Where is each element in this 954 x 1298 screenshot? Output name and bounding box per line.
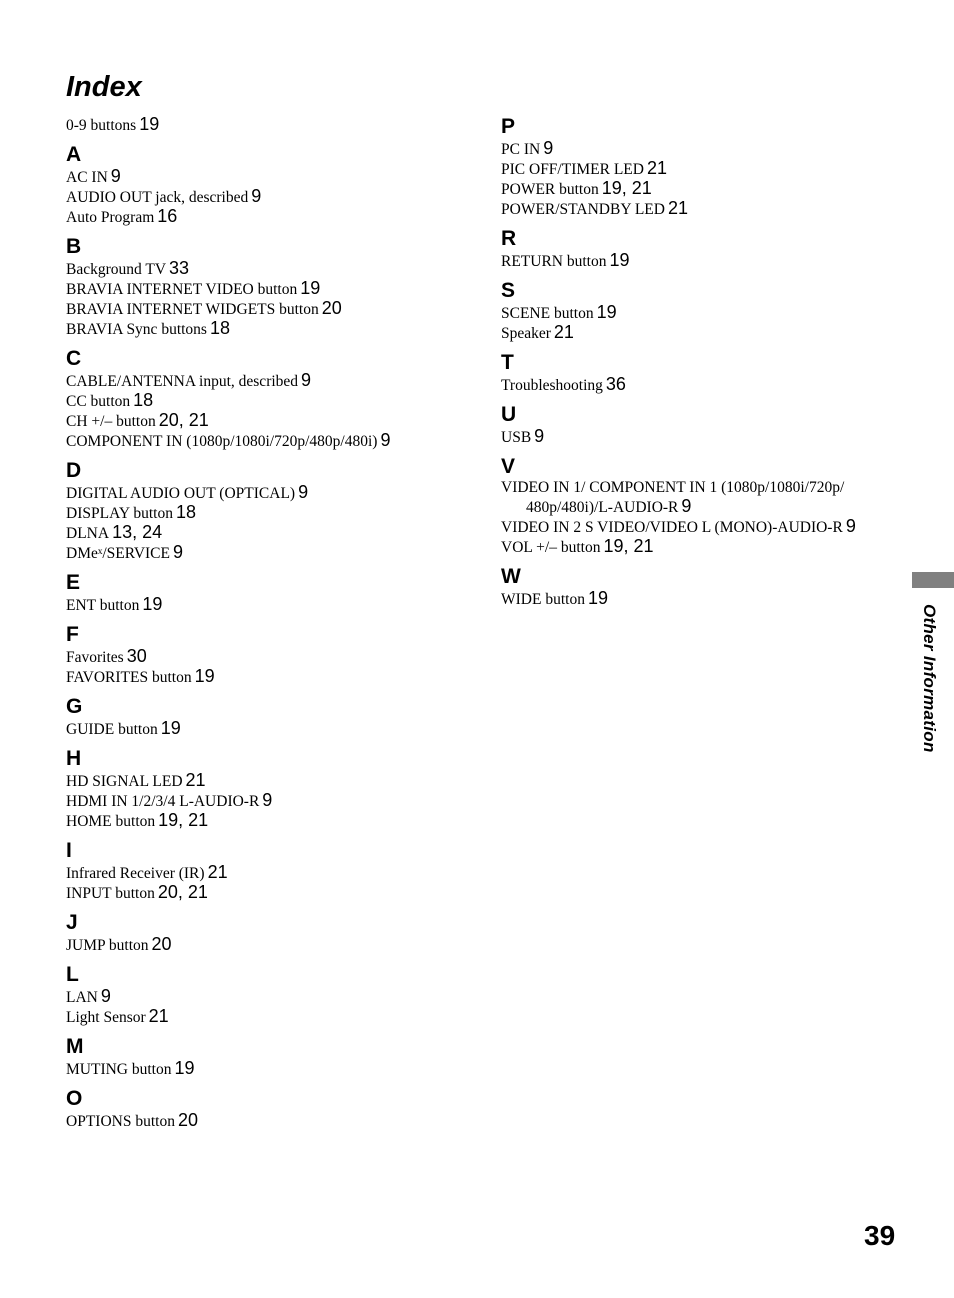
index-entry-text: AC IN xyxy=(66,169,108,186)
index-letter-heading: O xyxy=(66,1087,83,1110)
index-group xyxy=(501,227,901,271)
index-entry-pages: 20 xyxy=(321,298,342,318)
index-entry-pages: 21 xyxy=(553,322,574,342)
index-entry-text: DMeˣ/SERVICE xyxy=(66,545,170,562)
index-entry-pages: 9 xyxy=(845,516,856,536)
index-entry-pages: 36 xyxy=(605,374,626,394)
index-group xyxy=(501,455,901,557)
index-entry-pages: 9 xyxy=(301,370,312,390)
index-entry-text: AUDIO OUT jack, described xyxy=(66,189,249,206)
index-entry xyxy=(66,1059,466,1079)
index-entry-text: BRAVIA Sync buttons xyxy=(66,321,207,338)
index-entry-pages: 33 xyxy=(169,258,190,278)
index-entry-pages: 21 xyxy=(667,198,688,218)
index-entry-text: PIC OFF/TIMER LED xyxy=(501,161,644,178)
index-entry-text: BRAVIA INTERNET WIDGETS button xyxy=(66,301,319,318)
index-entry-pages: 9 xyxy=(543,138,554,158)
index-entry xyxy=(66,1111,466,1131)
index-entry-pages: 21 xyxy=(207,862,228,882)
index-entry-text: Light Sensor xyxy=(66,1009,146,1026)
index-entry-text: HOME button xyxy=(66,813,156,830)
index-letter-heading: U xyxy=(501,403,517,426)
index-entry-text: Speaker xyxy=(501,325,551,342)
index-entry-pages: 13, 24 xyxy=(112,522,163,542)
index-entry-pages: 9 xyxy=(380,430,391,450)
index-letter-heading: D xyxy=(66,459,82,482)
index-entry xyxy=(66,371,466,391)
index-letter-heading: J xyxy=(66,911,78,934)
index-entry xyxy=(501,179,901,199)
index-entry xyxy=(66,299,466,319)
index-entry-pages: 18 xyxy=(175,502,196,522)
index-entry-text: VIDEO IN 2 S VIDEO/VIDEO L (MONO)-AUDIO-R xyxy=(501,519,843,536)
index-group xyxy=(501,279,901,343)
index-entry-text: JUMP button xyxy=(66,937,149,954)
index-entry xyxy=(501,159,901,179)
index-entry xyxy=(66,811,466,831)
index-entry-text: HD SIGNAL LED xyxy=(66,773,183,790)
index-entry xyxy=(501,517,901,537)
index-entry xyxy=(501,303,901,323)
index-group xyxy=(66,1087,466,1131)
index-entry-text: DISPLAY button xyxy=(66,505,173,522)
index-entry-text: OPTIONS button xyxy=(66,1113,175,1130)
index-entry-pages: 21 xyxy=(646,158,667,178)
index-entry-text: WIDE button xyxy=(501,591,585,608)
index-entry-pages: 19 xyxy=(609,250,630,270)
index-entry xyxy=(66,647,466,667)
index-group xyxy=(66,747,466,831)
index-group xyxy=(501,351,901,395)
index-entry-pages: 20 xyxy=(177,1110,198,1130)
index-group xyxy=(66,235,466,339)
index-entry-pages: 19 xyxy=(139,114,160,134)
index-entry xyxy=(66,883,466,903)
section-side-label: Other Information xyxy=(920,604,939,753)
index-entry-text: 0-9 buttons xyxy=(66,117,137,134)
index-entry-text: DLNA xyxy=(66,525,110,542)
index-group xyxy=(66,839,466,903)
index-entry xyxy=(66,483,466,503)
index-entry-pages: 19 xyxy=(142,594,163,614)
index-entry-pages: 9 xyxy=(251,186,262,206)
index-entry-pages: 16 xyxy=(157,206,178,226)
index-entry xyxy=(66,115,466,135)
page-title: Index xyxy=(66,71,142,103)
index-entry-text: Troubleshooting xyxy=(501,377,603,394)
index-entry xyxy=(501,479,901,517)
index-entry xyxy=(66,167,466,187)
index-entry xyxy=(501,323,901,343)
index-column-left xyxy=(66,115,466,1131)
index-entry-text: DIGITAL AUDIO OUT (OPTICAL) xyxy=(66,485,296,502)
index-letter-heading: T xyxy=(501,351,514,374)
index-letter-heading: C xyxy=(66,347,82,370)
index-entry-pages: 30 xyxy=(126,646,147,666)
section-tab-marker xyxy=(912,572,954,588)
index-entry-pages: 19, 21 xyxy=(601,178,652,198)
index-entry-text: MUTING button xyxy=(66,1061,172,1078)
index-entry-text: PC IN xyxy=(501,141,541,158)
index-entry-pages: 19 xyxy=(300,278,321,298)
index-letter-heading: F xyxy=(66,623,79,646)
index-entry-text: FAVORITES button xyxy=(66,669,192,686)
index-entry xyxy=(66,771,466,791)
index-entry xyxy=(66,863,466,883)
index-letter-heading: P xyxy=(501,115,516,138)
index-entry-text: Favorites xyxy=(66,649,124,666)
index-entry-pages: 19 xyxy=(587,588,608,608)
index-entry-text: Auto Program xyxy=(66,209,155,226)
index-group xyxy=(66,143,466,227)
index-entry-text: RETURN button xyxy=(501,253,607,270)
index-letter-heading: G xyxy=(66,695,83,718)
index-group xyxy=(66,347,466,451)
index-letter-heading: B xyxy=(66,235,82,258)
index-entry-text: COMPONENT IN (1080p/1080i/720p/480p/480i) xyxy=(66,433,378,450)
index-entry-pages: 19 xyxy=(596,302,617,322)
index-entry xyxy=(66,719,466,739)
index-entry xyxy=(66,503,466,523)
index-entry xyxy=(66,187,466,207)
index-entry-pages: 19 xyxy=(160,718,181,738)
index-column-right xyxy=(501,115,901,609)
index-entry-pages: 9 xyxy=(173,542,184,562)
index-letter-heading: V xyxy=(501,455,516,478)
index-group xyxy=(66,911,466,955)
index-entry xyxy=(501,139,901,159)
index-entry-pages: 19 xyxy=(194,666,215,686)
index-entry xyxy=(66,595,466,615)
index-group xyxy=(66,115,466,135)
index-entry-pages: 9 xyxy=(681,496,692,516)
index-group xyxy=(501,565,901,609)
index-letter-heading: M xyxy=(66,1035,84,1058)
index-entry-text: ENT button xyxy=(66,597,140,614)
index-group xyxy=(66,459,466,563)
page-number: 39 xyxy=(864,1220,896,1251)
index-entry-pages: 19 xyxy=(174,1058,195,1078)
index-group xyxy=(66,963,466,1027)
index-entry xyxy=(66,1007,466,1027)
index-letter-heading: E xyxy=(66,571,81,594)
index-entry xyxy=(501,199,901,219)
index-letter-heading: W xyxy=(501,565,521,588)
index-entry-text: LAN xyxy=(66,989,98,1006)
index-entry-pages: 9 xyxy=(298,482,309,502)
index-entry xyxy=(66,411,466,431)
index-entry xyxy=(66,431,466,451)
index-entry-text: INPUT button xyxy=(66,885,155,902)
index-group xyxy=(501,403,901,447)
index-entry-pages: 9 xyxy=(262,790,273,810)
index-entry-text: HDMI IN 1/2/3/4 L-AUDIO-R xyxy=(66,793,260,810)
index-entry xyxy=(66,279,466,299)
index-entry-text: SCENE button xyxy=(501,305,594,322)
index-entry-text: BRAVIA INTERNET VIDEO button xyxy=(66,281,298,298)
index-entry-text: CABLE/ANTENNA input, described xyxy=(66,373,299,390)
index-entry-pages: 19, 21 xyxy=(158,810,209,830)
index-entry xyxy=(501,427,901,447)
index-entry xyxy=(66,391,466,411)
index-entry-pages: 9 xyxy=(110,166,121,186)
index-entry-text: Background TV xyxy=(66,261,167,278)
index-entry-pages: 20 xyxy=(151,934,172,954)
index-letter-heading: S xyxy=(501,279,516,302)
index-group xyxy=(66,623,466,687)
index-entry-pages: 18 xyxy=(133,390,154,410)
index-entry-text: USB xyxy=(501,429,532,446)
index-entry-text: VIDEO IN 1/ COMPONENT IN 1 (1080p/1080i/720p/ 480p/480i)/L-AUDIO-R xyxy=(501,479,845,516)
index-entry xyxy=(66,523,466,543)
index-entry-pages: 9 xyxy=(100,986,111,1006)
index-entry xyxy=(66,791,466,811)
index-entry-pages: 20, 21 xyxy=(158,410,209,430)
index-entry-pages: 19, 21 xyxy=(603,536,654,556)
index-group xyxy=(66,695,466,739)
index-entry xyxy=(66,667,466,687)
index-entry xyxy=(66,259,466,279)
index-group xyxy=(66,571,466,615)
index-entry xyxy=(501,375,901,395)
index-letter-heading: A xyxy=(66,143,82,166)
index-letter-heading: I xyxy=(66,839,72,862)
index-entry-text: GUIDE button xyxy=(66,721,158,738)
index-entry xyxy=(501,251,901,271)
index-entry xyxy=(501,537,901,557)
index-entry xyxy=(66,987,466,1007)
index-entry xyxy=(66,543,466,563)
index-entry-pages: 9 xyxy=(534,426,545,446)
index-group xyxy=(501,115,901,219)
index-entry xyxy=(501,589,901,609)
index-entry-pages: 20, 21 xyxy=(157,882,208,902)
index-entry-pages: 18 xyxy=(209,318,230,338)
index-entry-text: POWER button xyxy=(501,181,599,198)
index-entry-text: CC button xyxy=(66,393,131,410)
index-entry-text: VOL +/– button xyxy=(501,539,601,556)
index-entry-text: CH +/– button xyxy=(66,413,156,430)
index-entry-text: POWER/STANDBY LED xyxy=(501,201,665,218)
index-letter-heading: L xyxy=(66,963,79,986)
index-entry-pages: 21 xyxy=(185,770,206,790)
index-letter-heading: R xyxy=(501,227,517,250)
index-letter-heading: H xyxy=(66,747,82,770)
index-entry-text: Infrared Receiver (IR) xyxy=(66,865,205,882)
index-entry xyxy=(66,319,466,339)
index-entry-pages: 21 xyxy=(148,1006,169,1026)
index-entry xyxy=(66,207,466,227)
index-entry xyxy=(66,935,466,955)
index-group xyxy=(66,1035,466,1079)
